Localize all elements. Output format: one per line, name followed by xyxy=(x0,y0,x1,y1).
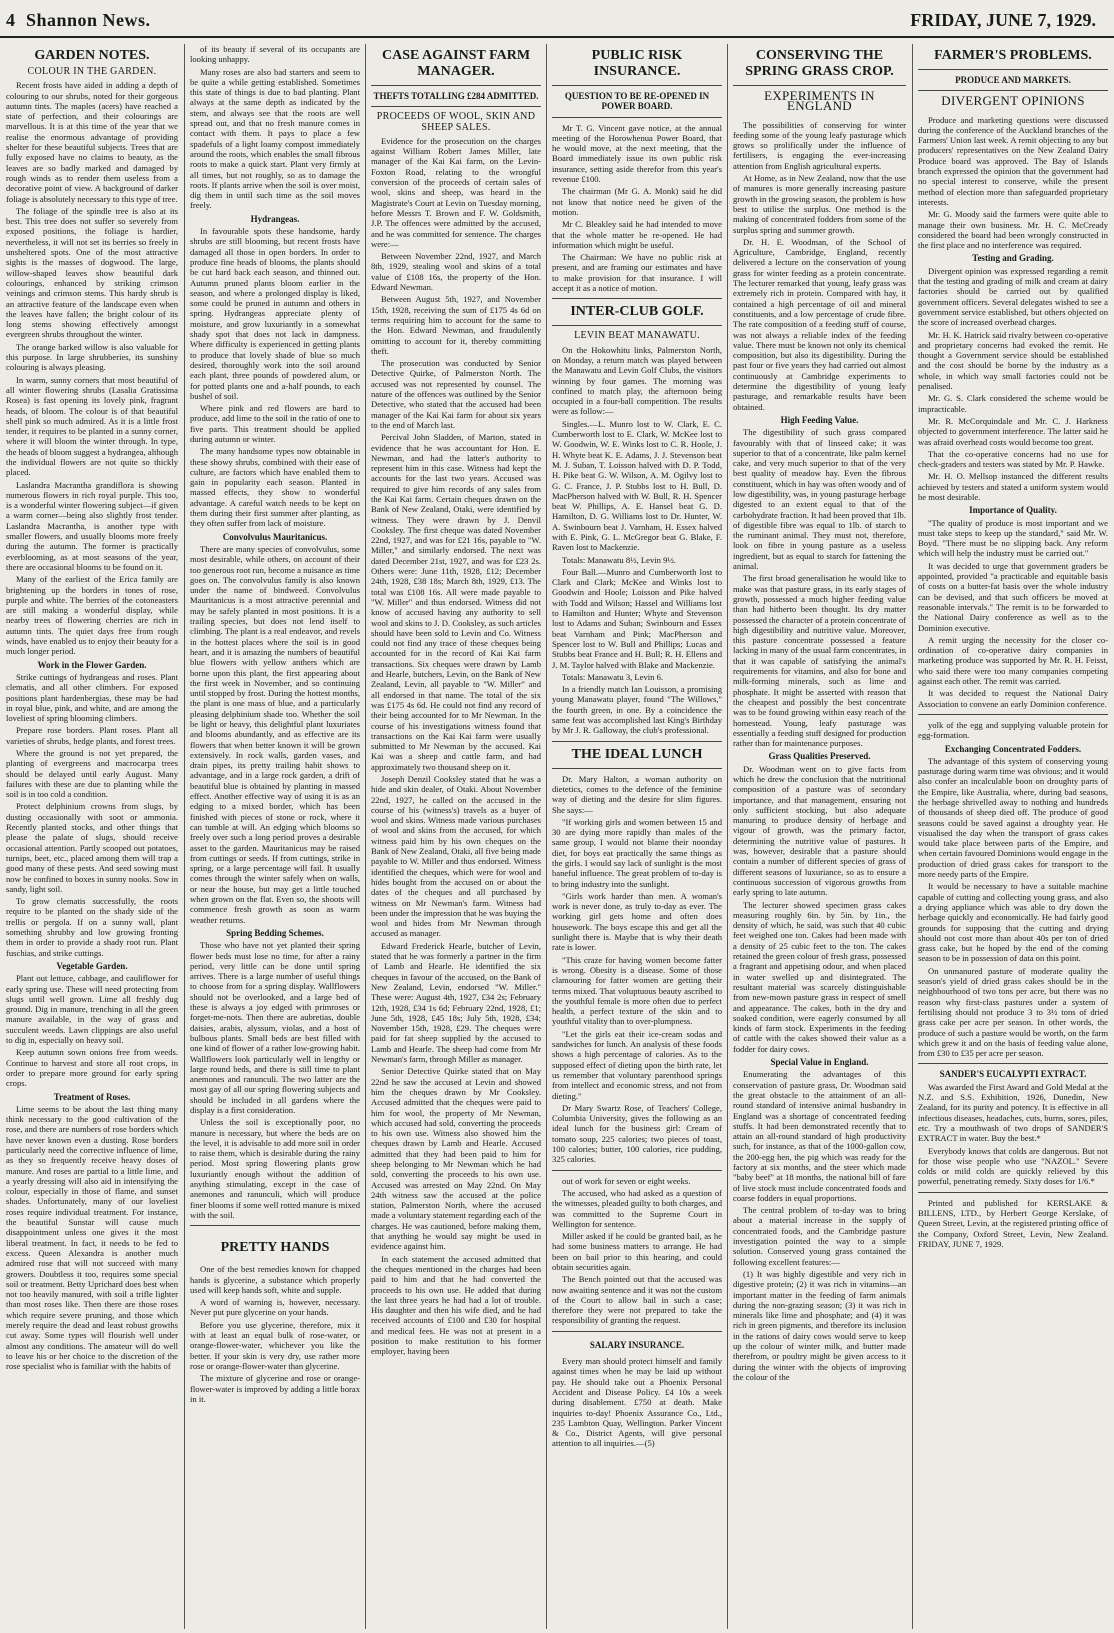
paragraph-group xyxy=(552,345,722,736)
paragraph: A word of warning is, however, necessary. Never put pure glycerine on your hands. xyxy=(190,1297,360,1318)
paragraph: Senior Detective Quirke stated that on May 22nd he saw the accused at Levin and showed him the cheques drawn by Mr Cooksley. Accused admitted that the cheques were paid to him for wool, the property of Mr Newman, which accused had sold, converting the proceeds to his own use. Witness also showed him the cheques drawn by Lamb and Hearle. Accused admitted that they had been paid to him for sheep belonging to Mr Newman which he had sold, converting the proceeds to his own use. Accused was arrested on May 22nd. On May 24th witness saw the accused at the police station, Palmerston North, where the accused made a voluntary statement regarding each of the charges. He was cautioned, before making them, that anything he would say might be used in evidence against him. xyxy=(371,1066,541,1252)
paragraph: The advantage of this system of conserving young pasturage during warm time was obvious; and it would also confer an incalculable boon on droughty parts of the Empire, like Australia, where, during bad seasons, the herbage shrivelled away to nothing and hundreds of thousands of sheep died off. The produce of good seasons could be saved against a droughty year. He visualised the day when the transport of grass cakes would take place between parts of the Empire, and when certain favoured Dominions would engage in the production of dried grass cakes for transport to the more needy parts of the Empire. xyxy=(918,755,1108,880)
divider xyxy=(733,85,906,86)
paragraph: Mr. H. O. Mellsop instanced the different results achieved by testers and stated a uniform system would be most desirable. xyxy=(918,471,1108,502)
imprint: Printed and published for KERSLAKE & BILLENS, LTD., by Herbert George Kerslake, of Queen Street, Levin, at the registered printing office of the Company, Oxford Street, Levin, New Zealand. FRIDAY, JUNE 7, 1929. xyxy=(918,1197,1108,1249)
paragraph: Mr. R. McCorquindale and Mr. C. J. Harkness objected to government interference. The latter said he was afraid overhead costs would become too great. xyxy=(918,415,1108,447)
paragraph: It would be necessary to have a suitable machine capable of cutting and collecting young grass, and also a drying appliance which was able to dry down the herbage quickly and economically. He had fairly good grounds for supposing that the cutting and drying should not cost more than about 40s per ton of dried grass cake, but he hoped by the end of the coming season to be in possession of data on this point. xyxy=(918,881,1108,964)
paragraph: The possibilities of conserving for winter feeding some of the young leafy pasturage which grows so prolifically under the influence of fertilisers, is engaging the ever-increasing attention from English agricultural experts. xyxy=(733,119,906,171)
paragraph: Where the ground is not yet prepared, the planting of evergreens and macrocarpa trees should be delayed until early August. Many failures with these are due to planting while the soil is in too cold a condition. xyxy=(6,748,178,800)
paragraph: There are many species of convolvulus, some most desirable, while others, on account of their too generous root run, become a nuisance as time goes on. The convolvulus family is also known under the name of bindweed. Convolvulus Mauritanicus is a most attractive perennial and may be safely planted in most positions. It is a trailing species, but does not lend itself to climbing. The plant is a real endeavor, and revels in the hottest places where the soil is in good heart, and it is amazing the numbers of beautiful blue flowers with yellow anthers which are borne upon this plant, the first appearing about the first week in November, and so continuing until stopped by frost. During the hottest months, the plant is one mass of blue, and a particularly pleasing delphinium shade too. Whether the soil be light or heavy, this delightful plant luxuriates and blooms abundantly, and as effective are its flowers that when better known it will be grown extensively. In rock walls, garden vases, and drain pipes, its pretty trailing habit shows to advantage, and in a large rock garden, a drift of beautiful blue is obtained by planting in massed effect. Another effective way of using it is as an edging to a mixed border, which has been finished with pieces of stone or rock, where it can tumble at will. An edging which blooms so freely over such a long period proves a desirable asset to the garden. Mauritanicus may be raised from cuttings or seeds. If from cuttings, strike in spring, or a large percentage will fail. It usually comes through the winter safely when on walls, or near the house, but may get a little touched when grown on the flat. Even so, the shoots will commence fresh growth as soon as warm weather returns. xyxy=(190,543,360,925)
paragraph-group xyxy=(918,266,1108,503)
article-title: INTER-CLUB GOLF. xyxy=(570,304,704,320)
paragraph-group xyxy=(190,940,360,1220)
section-heading: Work in the Flower Garden. xyxy=(37,659,147,670)
paragraph-group xyxy=(552,1356,722,1449)
paragraph: One of the best remedies known for chapped hands is glycerine, a substance which properly used will keep hands soft, white and supple. xyxy=(190,1264,360,1295)
paragraph-group xyxy=(733,1069,906,1382)
paragraph: It was decided to urge that government graders be appointed, provided "a practicable and equitable basis of costs on a butter-fat basis over the whole industry can be devised, and that such officers be moved at reasonable intervals." The remit is to be forwarded to the National Dairy conference as well as to the Dominion executive. xyxy=(918,560,1108,633)
column-rule xyxy=(727,44,728,1629)
masthead xyxy=(0,0,1114,38)
article-subhead: QUESTION TO BE RE-OPENED IN POWER BOARD. xyxy=(564,91,710,112)
paragraph: Every man should protect himself and family against times when he may be laid up without pay. He should take out a Phoenix Personal Accident and Disease Policy. £4 10s a week during disablement. £750 at death. Make inquiries to-day! Phoenix Assurance Co., Ltd., 235 Lambton Quay, Wellington. Parker Vincent & Co., District Agents, will give personal attention to all inquiries.—(5) xyxy=(552,1356,722,1449)
paragraph: "Girls work harder than men. A woman's work is never done, as truly to-day as ever. The working girl gets home and often does housework. The boys escape this and get all the sunlight there is. Maybe that is why their death rate is lower. xyxy=(552,890,722,953)
paragraph: The prosecution was conducted by Senior Detective Quirke, of Palmerston North. The accused was not represented by counsel. The nature of the offences was outlined by the Senior Detective, who stated that the accused had been manager of the Kai Kai farm for about six years to the end of March last. xyxy=(371,358,541,430)
paragraph: In a friendly match Ian Louisson, a promising young Manawatu player, found "The Willows," the fourth green, in one. By a coincidence the same feat was accomplished last King's Birthday by Mr J. R. Galloway, the club's professional. xyxy=(552,684,722,736)
divider xyxy=(918,69,1108,70)
paragraph: In each statement the accused admitted that the cheques mentioned in the charges had been paid to him and that he had converted the proceeds to his own use. He added that during the last three years he had had a lot of trouble. His daughter and then his wife died, and he had received accounts of £100 and £30 for hospital and medical fees. He was not at present in a position to make restitution to his former employer, having been xyxy=(371,1253,541,1357)
paragraph: Joseph Denzil Cooksley stated that he was a hide and skin dealer, of Otaki. About November 22nd, 1927, he called on the accused in the course of his (witness's) travels as a buyer of wool and skins. Witness made various purchases of wool and skins from the accused, for which witness paid him by his own cheques on the Bank of New Zealand, Otaki, all five being made payable to W. Miller and thus endorsed. Witness identified the cheques, which were for wool and hides bought from the accused on or about the dates of the cheques and all purchased by witness on Mr Newman's farm. Witness had been under the impression that he was buying the wool and hides from Mr Newman through accused as manager. xyxy=(371,774,541,939)
divider xyxy=(918,90,1108,91)
paragraph-group xyxy=(918,1082,1108,1187)
paragraph: The many handsome types now obtainable in these showy shrubs, combined with their ease of culture, are factors which have enabled them to gain in popularity each season. Planted in massed effects, they show to wonderful advantage. A careful watch needs to be kept on them during their first summer after planting, as they often suffer from lack of moisture. xyxy=(190,446,360,529)
divider xyxy=(552,85,722,86)
column-rule xyxy=(365,44,366,1629)
paragraph: Dr. Mary Halton, a woman authority on dietetics, comes to the defence of the feminine way of dieting and the desire for slim figures. She says:— xyxy=(552,773,722,815)
column-garden-notes xyxy=(6,44,178,1629)
paragraph: Mr C. Bleakley said he had intended to move that the whole matter be re-opened. He had information which might be useful. xyxy=(552,219,722,250)
paragraph: That the co-operative concerns had no use for check-graders and testers was stated by Mr. P. Hawke. xyxy=(918,448,1108,470)
paragraph: Between August 5th, 1927, and November 15th, 1928, receiving the sum of £175 4s 6d on terms requiring him to account for the same to the Hon. Edward Newman, and fraudulently omitting to account for it, thereby committing theft. xyxy=(371,294,541,356)
paragraph: Protect delphinium crowns from slugs, by dusting occasionally with soot or ammonia. Recently planted stocks, and other things that please the palate of slugs, should receive occasional attention. Partly scooped out potatoes, turnips, beet, etc., placed among them will trap a good many of these pests. And seed sowing must now be confined to boxes in sunny nooks. Sow in sandy, light soil. xyxy=(6,801,178,894)
paragraph: Plant out lettuce, cabbage, and cauliflower for early spring use. These will need protecting from slugs until well grown. Lime all freshly dug ground. Dig in manure, trenching in all the green manure available, in the way of grass and succulent weeds. Lawn clippings are also useful to dig in, especially on heavy soil. xyxy=(6,973,178,1046)
paragraph: "The quality of produce is most important and we must take steps to keep up the standard," said Mr. W. Boyd. "There must be no slipping back. Any reform which will help the industry must be carried out." xyxy=(918,517,1108,559)
divider xyxy=(190,1225,360,1226)
paragraph: The digestibility of such grass compared favourably with that of linseed cake; it was superior to that of a concentrate, like palm kernel cake, and very much superior to that of the very best quality of meadow hay. Even the fibrous constituent, which in hay was often woody and of low digestibility, was, in young pasturage herbage digested to an extent equal to that of the carbohydrate fraction. It had been proved that 1lb. of digestible fibre was equal to 1lb. of starch to the ruminant animal. They must not, therefore, look on fibre in young pasture as a useless ingredient, but as equal to starch for fattening the animal. xyxy=(733,427,906,572)
paragraph: Many roses are also bad starters and seem to be quite a while getting established. Sometimes this state of things is due to bad planting. Plant always at the same depth as indicated by the stem, and always see that the roots are well spread out, and that no fresh manure comes in contact with them. It pays to place a few spadefuls of a light loamy compost immediately around the roots, which enables the small fibrous roots to make a quick start. Plant very firmly at all times, but not roughly, so as to damage the roots. If plants arrive when the soil is over moist, dig them in until such time as the soil moves freely. xyxy=(190,66,360,211)
section-heading: Grass Qualities Preserved. xyxy=(768,751,871,762)
section-heading: Hydrangeas. xyxy=(250,213,300,224)
divider xyxy=(552,741,722,742)
paragraph: The accused, who had asked as a question of the witnesses, pleaded guilty to both charges, and was committed to the Supreme Court in Wellington for sentence. xyxy=(552,1187,722,1229)
paragraph: Recent frosts have aided in adding a depth of colouring to our shrubs, noted for their gorgeous autumn tints. The maples (acers) have reached a state of perfection, and their colourings are marvellous. It is at this time of the year that we realise the enormous advantage of providing shelter for these beautiful subjects. Trees that are fully exposed have no claims to beauty, as the leaves are so badly marked and damaged by rough winds as to render them useless from a decorative point of view. A background of darker foliage is absolutely necessary to this type of tree. xyxy=(6,80,178,204)
paragraph: Percival John Sladden, of Marton, stated in evidence that he was accountant for Hon. E. Newman, and had the latter's authority to represent him in this case. Witness had kept the accounts for the last two years. Accused was required to give him records of any sales from the Kai Kai farm. Certain cheques drawn on the Bank of New Zealand, Otaki, were identified by witness. They were drawn by J. Denvil Cooksley. The first cheque was dated November 22nd, 1927, and was for £21 16s, payable to "W. Miller," and similarly endorsed. The next was dated December 21st, 1927, and was for £23 2s. Others were: June 11th, 1928, £12; December 24th, 1928, £38 18s; March 8th, 1929, £13. The total was £108 16s. All were made payable to "W. Miller" and thus endorsed. Witness did not know of accused having any authority to sell wool and skins to J. D. Cooksley, as such articles should have been sold to Levin and Co. Witness could not find any trace of these cheques being accounted for in the record of Kai Kai farm transactions. Six cheques were drawn by Lamb and Hearle, butchers, Levin, on the Bank of New Zealand, Levin, all payable to "W. Miller" and all endorsed in that name. The total of the six was £175 4s 6d. He could not find any record of their being accounted for to Mr Newman. In the course of his investigations witness found that transactions on the Kai Kai farm were usually submitted to Mr Newman by the accused. Kai Kai was a sheep and cattle farm, and had approximately two thousand sheep on it. xyxy=(371,432,541,772)
paragraph-group xyxy=(6,1104,178,1372)
paragraph: Was awarded the First Award and Gold Medal at the N.Z. and S.S. Exhibition, 1926, Dunedin, New Zealand, for its purity and potency. It is effective in all infectious diseases, headaches, cuts, burns, sores, piles, etc. Try a mouthwash of two drops of SANDER'S EXTRACT in water. Buy the best.* xyxy=(918,1081,1108,1144)
paragraph-group xyxy=(733,764,906,1054)
paragraph: Miller asked if he could be granted bail, as he had some business matters to arrange. He had been on bail prior to this hearing, and could obtain securities again. xyxy=(552,1231,722,1272)
paragraph: Mr T. G. Vincent gave notice, at the annual meeting of the Horowhenua Power Board, that he would move, at the next meeting, that the Board immediately issue its own public risk insurance, setting aside therefor from this year's revenue £100. xyxy=(552,122,722,185)
paragraph: Between November 22nd, 1927, and March 8th, 1929, stealing wool and skins of a total value of £108 16s, the property of the Hon. Edward Newman. xyxy=(371,251,541,293)
paragraph: Mr. G. S. Clark considered the scheme would be impracticable. xyxy=(918,393,1108,414)
section-heading: Treatment of Roses. xyxy=(53,1091,131,1102)
paragraph-group xyxy=(371,136,541,1357)
divider xyxy=(371,106,541,107)
article-title: CASE AGAINST FARM MANAGER. xyxy=(381,48,531,79)
paragraph-group xyxy=(190,544,360,925)
divider xyxy=(552,298,722,299)
column-rule xyxy=(184,44,185,1629)
paragraph-group xyxy=(552,774,722,1165)
paragraph: Evidence for the prosecution on the charges against William Robert James Miller, late manager of the Kai Kai farm, on the Levin-Foxton Road, relating to the wrongful conversion of the proceeds of certain sales of wool, skins and sheep, was heard in the Magistrate's Court at Levin on Tuesday morning, before Messrs T. Brown and F. W. Goldsmith, J.P. The offences were admitted by the accused, and he was committed for sentence. The charges were:— xyxy=(371,135,541,249)
divider xyxy=(918,1063,1108,1064)
paragraph-group xyxy=(6,672,178,958)
column-public-risk xyxy=(552,44,722,1629)
paragraph: "Let the girls eat their ice-cream sodas and sandwiches for lunch. An analysis of these foods shows a high percentage of calories. As to the supposed effect of dieting upon the birth rate, let us remember that voluntary parenthood springs from intellect and economic stress, and not from dieting." xyxy=(552,1028,722,1101)
column-farm-manager-case xyxy=(371,44,541,1629)
paragraph: Dr. Woodman went on to give facts from which he drew the conclusion that the nutritional composition of a pasture was of secondary importance, and that management, ensuring not only sufficient stocking, but also adequate manuring to produce density of herbage and vigour of growth, was the primary factor, determining the nutritive value of pastures. It was, however, desirable that a pasture should contain a number of different species of grass of different seasons of luxuriance, so as to ensure a continuous succession of vigorous growths from early spring to late autumn. xyxy=(733,763,906,898)
paragraph: The Chairman: We have no public risk at present, and are framing our estimates and have to make provision for that insurance. I will accept it as a notice of motion. xyxy=(552,252,722,294)
divider xyxy=(552,1170,722,1171)
article-title: CONSERVING THE SPRING GRASS CROP. xyxy=(745,48,894,79)
paragraph-group xyxy=(918,720,1108,741)
section-heading: Vegetable Garden. xyxy=(56,960,128,971)
paragraph-group xyxy=(6,80,178,656)
column-garden-continued xyxy=(190,44,360,1629)
paragraph: Dr. H. E. Woodman, of the School of Agriculture, Cambridge, England, recently delivered a lecture on the conservation of young grass for winter feeding as a protein concentrate. The lecturer remarked that young, leafy grass was extremely rich in protein. Compared with hay, it contained a high percentage of oil and mineral constituents, and a low percentage of crude fibre. The rate composition of a feeding stuff of course, was not always a reliable index of the feeding value. There must be known not only its chemical composition, but also its digestibility. During the past four or five years they had carried out almost continuously at Cambridge experiments to determine the digestibility of young leafy pasturage, and remarkable results have been obtained. xyxy=(733,236,906,412)
divider xyxy=(371,85,541,86)
paragraph: Four Ball.—Munro and Cumberworth lost to Clark and Clark; McKee and Winks lost to Goodwin and Hoole; Loisson and Pike halved with Todd and Wilson; Hassel and Williams lost to Hamilton and Hunter; Whyte and Stevenson lost to Adams and Suban; Swinbourn and Essex beat Varnham and Pink; MacPherson and Spencer lost to W. Bull and Phillips; Lucas and Stubbs beat France and H. Bull; R. H. Ellens and J. M. Taylor halved with Blake and Mackenzie. xyxy=(552,566,722,670)
article-subtitle: COLOUR IN THE GARDEN. xyxy=(27,66,157,77)
paragraph: The orange barked willow is also valuable for this purpose. In large shrubberies, its sunshiny colouring is always pleasing. xyxy=(6,341,178,373)
paragraph: Singles.—L. Munro lost to W. Clark, E. C. Cumberworth lost to E. Clark, W. McKee lost to W. Goodwin, W. E. Winks lost to C. R. Hoole, J. H. Whyte beat K. E. Adams, J. J. Stevenson beat M. J. Suban, T. Loisson halved with D. P. Todd, H. Pike beat G. W. Wilson, A. M. Ogilvy lost to G. C. France, J. P. Stubbs lost to H. Bull, D. MacPherson halved with W. Bull, R. H. Spencer beat W. Phillips, A. E. Hansel beat G. D. Hamilton, D. G. Williams lost to Dr. Hunter, W. A. Swinbourn beat J. Varnham, H. Essex halved with E. Pink, G. L. McGregor beat G. Blake, F. Raven lost to Mackenzie. xyxy=(552,418,722,553)
paragraph: "This craze for having women become fatter is wrong. Obesity is a disease. Some of those clamouring for fatter women are getting their terms mixed. That voluptuous beauty ascribed to the youthful female is more often due to perfect health, a perfect texture of the skin and to youthful vitality than to over-plumpness. xyxy=(552,954,722,1027)
divider xyxy=(552,1331,722,1332)
paragraph: Prepare rose borders. Plant roses. Plant all varieties of shrubs, hedge plants, and forest trees. xyxy=(6,725,178,746)
section-heading: High Feeding Value. xyxy=(780,414,859,425)
paragraph: The lecturer showed specimen grass cakes measuring roughly 6in. by 5in. by 1in., the density of which, he said, was such that 40 cubic feet weighed one ton. Cakes had been made with a density of 25 cubic feet to the ton. The cakes retained the green colour of fresh grass, possessed a fragrant and appetising odour, and when placed in water swelled up and disintegrated. The resultant material was scarcely distinguishable from new-mown pasture grass in respect of smell and appearance. The cakes, both in the dry and soaked condition, were eagerly consumed by all kinds of farm stock. Experiments in the feeding of cattle with the cakes showed their value as a fodder for dairy cows. xyxy=(733,899,906,1054)
paragraph: Those who have not yet planted their spring flower beds must lose no time, for after a rainy period, very little can be done until spring arrives. There is a large number of useful things to choose from for a spring display. Wallflowers should not be overlooked, and a large bed of these is always a joy edged with primroses or forget-me-nots. Then there are aubretias, double daisies, arabis, alyssum, violas, and a host of bulbous plants. Small beds are best filled with one kind of flower of a rather low-growing habit. Wallflowers look particularly well in lengthy or large round beds, and there is still time to plant anemones and ranunculi. The two latter are the most gay of all our spring flowering subjects and should be included in all gardens where the display is a first consideration. xyxy=(190,940,360,1115)
article-title: GARDEN NOTES. xyxy=(34,48,150,63)
paragraph: Dr Mary Swartz Rose, of Teachers' College, Columbia University, gives the following as an ideal lunch for the business girl: Cream of tomato soup, 225 calories; two pieces of toast, 100 calories; butter, 100 calories, rice pudding, 325 calories. xyxy=(552,1102,722,1165)
article-subhead: EXPERIMENTS IN ENGLAND xyxy=(764,88,875,114)
paragraph: Totals: Manawatu 3, Levin 6. xyxy=(562,671,664,682)
paragraph: In warm, sunny corners that most beautiful of all winter flowering shrubs (Lasalia Gratissima Rosea) is fast opening its lovely pink, fragrant heads, of bloom. The colour is of that beautiful shell pink so much admired. As it is a little frost tender, it requires to be planted in a sunny corner, where it will bloom the winter through. In type, the heads of bloom suggest a hydrangea, although the individual flowers are not quite so thickly placed. xyxy=(6,374,178,478)
paragraph: out of work for seven or eight weeks. xyxy=(562,1175,691,1186)
section-heading: Spring Bedding Schemes. xyxy=(226,927,324,938)
paragraph: Unless the soil is exceptionally poor, no manure is necessary, but where the beds are on the level, it is advisable to add more soil in order to raise them, which is desirable during the rainy period. Most spring flowering plants grow luxuriantly enough without the addition of anything stimulating, except in the case of anemones and ranunculi, which will produce finer blooms if some well rotted manure is mixed with the soil. xyxy=(190,1117,360,1220)
paragraph: Mr. H. K. Hatrick said rivalry between co-operative and proprietary concerns had evoked the remit. He thought a Government service should be established and the cost should be borne by the industry as a whole, in which way small factories could not be penalised. xyxy=(918,329,1108,392)
paragraph: Enumerating the advantages of this conservation of pasture grass, Dr. Woodman said the great obstacle to the attainment of an all-round standard of intensive animal husbandry in England was a shortage of concentrated feeding stuffs. It had been demonstrated recently that to attain an all-round standard of high productivity such, for instance, as that of the 1000-gallon cow, the 200-egg hen, the pig which was ready for the factory at six months, and the steer which made "baby beef" at 18 months, the national bill of fare of live stock must include concentrated foods and coarse fodders in equal proportions. xyxy=(733,1069,906,1203)
paragraph: Divergent opinion was expressed regarding a remit that the testing and grading of milk and cream at dairy factories should be carried out by qualified government officers. Several delegates wished to see a government service established, but others objected on the score of increased overhead charges. xyxy=(918,265,1108,328)
section-heading: Special Value in England. xyxy=(770,1057,869,1068)
paragraph-group xyxy=(918,115,1108,251)
advert-title: SANDER'S EUCALYPTI EXTRACT. xyxy=(939,1069,1087,1080)
paper-name: Shannon News. xyxy=(26,10,151,30)
paragraph: At Home, as in New Zealand, now that the use of manures is more generally increasing pasture growth in the growing season, the problem is how best to utilise the surplus. One method is the making of concentrated fodders from some of the surplus spring and summer growth. xyxy=(733,173,906,235)
paragraph: Where pink and red flowers are hard to produce, add lime to the soil in the ratio of one to five parts. This treatment should be applied during autumn or winter. xyxy=(190,403,360,444)
paragraph: Many of the earliest of the Erica family are brightening up the borders in tones of rose, purple and white. The berries of the cotoneasters are still making a wonderful display, while nearby trees of flowering cherries are rich in autumn tints. The quiet days free from rough winds, have enabled us to enjoy their beauty for a much longer period. xyxy=(6,574,178,657)
paragraph: Produce and marketing questions were discussed during the conference of the Auckland branches of the Farmers' Union last week. A remit objecting to any but producers' representatives on the New Zealand Dairy Produce board was approved. The Bay of Islands branch expressed the opinion that the government had no special interest to conserve, while the present method of election more than safeguarded proprietary interests. xyxy=(918,114,1108,207)
section-heading: Convolvulus Mauritanicus. xyxy=(222,531,328,542)
paragraph: "If working girls and women between 15 and 30 are dying more rapidly than males of the same group, I would not blame their noonday diet, for boys eat practically the same things as the girls. I would say lack of sunlight is the most baneful influence. The great problem of to-day is to bring industry into the sunlight. xyxy=(552,816,722,889)
advert-title: SALARY INSURANCE. xyxy=(589,1339,685,1350)
paragraph: In favourable spots these handsome, hardy shrubs are still blooming, but recent frosts have damaged all those in open borders. In order to produce fine heads of blooms, the plants should be cut hard back each season, and thinned out. Autumn pruned plants bloom earlier in the season, and where a prolonged display is liked, some could be pruned in autumn and others in spring. Hydrangeas appreciate plenty of moisture, and grow luxuriantly in a somewhat shady spot that does not lack in dampness. Where difficulty is experienced in getting plants to produce that lovely shade of blue so much desired, thoroughly work into the soil around each plant, three pounds of powdered alum, or for potted plants one and a-half pounds, to each bushel of soil. xyxy=(190,226,360,401)
divider xyxy=(552,768,722,769)
paragraph: The chairman (Mr G. A. Monk) said he did not know that notice need be given of the motion. xyxy=(552,186,722,217)
paragraph-group xyxy=(918,518,1108,709)
divider xyxy=(552,325,722,326)
article-subhead: PROCEEDS OF WOOL, SKIN AND SHEEP SALES. xyxy=(376,111,536,133)
paragraph: The mixture of glycerine and rose or orange-flower-water is improved by adding a little borax in it. xyxy=(190,1373,360,1404)
paragraph: of its beauty if several of its occupants are looking unhappy. xyxy=(190,44,360,65)
article-subhead: LEVIN BEAT MANAWATU. xyxy=(574,330,700,342)
article-subhead: DIVERGENT OPINIONS xyxy=(941,93,1085,109)
paragraph: Keep autumn sown onions free from weeds. Continue to harvest and store all root crops, in order to prepare more ground for early spring crops. xyxy=(6,1047,178,1089)
section-heading: Exchanging Concentrated Fodders. xyxy=(944,743,1082,754)
paragraph-group xyxy=(733,427,906,748)
column-rule xyxy=(912,44,913,1629)
paragraph: The foliage of the spindle tree is also at its best. This tree does not suffer so severely from exposed positions, the foliage is hardier, nevertheless, it will not set its berries so freely in unsheltered spots. One of the most attractive sights is the masses of dogwood. The large, willow-shaped leaves show beautiful dark colourings, enhanced by striking crimson veinings and crimson stems. This hardy shrub is an attractive feature of the landscape even when the leaves have fallen; the bright colour of its long stems showing effectively amongst evergreen shrubs throughout the winter. xyxy=(6,205,178,340)
paragraph: It was decided to request the National Dairy Association to convene an early Dominion conference. xyxy=(918,688,1108,709)
paragraph: Edward Frederick Hearle, butcher of Levin, stated that he was formerly a partner in the firm of Lamb and Hearle. He identified the six cheques in favour of the accused, on the Bank of New Zealand, Levin, endorsed "W. Miller." These were: August 4th, 1927, £34 2s; February 12th, 1928, £34 1s 6d; February 22nd, 1928, £1; June 5th, 1928, £45 18s; July 5th, 1928, £34; November 15th, 1928, £29. The cheques were paid for fat sheep supplied by the accused to Lamb and Hearle. The sheep had come from Mr Newman's farm, through Miller as manager. xyxy=(371,940,541,1065)
article-subhead: THEFTS TOTALLING £284 ADMITTED. xyxy=(373,91,539,101)
paragraph: On unmanured pasture of moderate quality the season's yield of dried grass cakes should be in the neighbourhood of two tons per acre, but there was no reason why first-class pastures under a system of fertilising should not produce 3 to 3½ tons of dried grass cake per acre per season. In other words, the produce of such a pasture would be worth, on the farm which grew it and on the basis of feeding value alone, from £30 to £35 per acre per season. xyxy=(918,965,1108,1059)
section-heading: Testing and Grading. xyxy=(972,253,1054,264)
page-number: 4 xyxy=(6,10,15,30)
column-rule xyxy=(546,44,547,1629)
paragraph: Totals: Manawatu 8½, Levin 9½. xyxy=(562,554,676,565)
article-title: PUBLIC RISK INSURANCE. xyxy=(591,48,683,79)
paragraph: The central problem of to-day was to bring about a material increase in the supply of concentrated foods, and the Cambridge pasture investigation pointed the way to a simple solution. Conserved young grass contained the following excellent features:— xyxy=(733,1205,906,1267)
paragraph: (1) It was highly digestible and very rich in digestive protein; (2) it was rich in vitamins—an important matter in the feeding of farm animals during the non-grazing season; (3) it was rich in minerals like lime and phosphate; and (4) it was rich in green pigments, and therefore its inclusion in the rations of dairy cows would serve to keep up the colour of winter milk, and butter made therefrom, or poultry might be given access to it during the winter with the objects of improving the colour of the xyxy=(733,1268,906,1382)
paragraph-group xyxy=(552,123,722,294)
paragraph: The Bench pointed out that the accused was now awaiting sentence and it was not the custom of the Court to allow bail in such a case; therefore they were not prepared to take the responsibility of granting the request. xyxy=(552,1274,722,1326)
paragraph: Everybody knows that colds are dangerous. But not for those wise people who use "NAZOL." Severe colds or mild colds are quickly relieved by this powerful, penetrating remedy. Sixty doses for 1/6.* xyxy=(918,1145,1108,1187)
section-heading: Importance of Quality. xyxy=(969,505,1057,516)
paragraph: yolk of the egg and supplying valuable protein for egg-formation. xyxy=(918,719,1108,741)
paragraph: On the Hokowhitu links, Palmerston North, on Monday, a return match was played between the Manawatu and Levin Golf Clubs, the visitors winning by four games. The morning was confined to match play, the afternoon being occupied in a four-ball competition. The results were as follow:— xyxy=(552,344,722,417)
column-farmers-problems xyxy=(918,44,1108,1629)
divider xyxy=(552,117,722,118)
paragraph-group xyxy=(918,756,1108,1059)
paragraph-group xyxy=(6,973,178,1088)
divider xyxy=(918,1192,1108,1193)
paragraph-group xyxy=(733,120,906,412)
paragraph-group xyxy=(190,44,360,211)
paragraph: The first broad generalisation he would like to make was that pasture grass, in its early stages of growth, possessed a much higher feeding value than had hitherto been thought. Its dry matter possessed the character of a protein concentrate of high digestibility and nutritive value. Moreover, this pasture concentrate possessed a feature lacking in many of the usual farm concentrates, in that it was capable of satisfying the animal's requirements for vitamins, and also for bone and milk-forming minerals, such as lime and phosphate. It might be asserted with reason that the cheapest and possibly the best concentrate was to be found growing within easy reach of the homestead. Young, leafy pasturage was essentially a feeding stuff designed for production rather than for maintenance purposes. xyxy=(733,573,906,749)
paragraph-group xyxy=(552,1176,722,1326)
paragraph: Strike cuttings of hydrangeas and roses. Plant clematis, and all other climbers. For exposed positions plant hardenbergias, these may be had in royal blue, pink, and white, and are among the loveliest of spring blooming climbers. xyxy=(6,671,178,724)
paragraph-group xyxy=(190,226,360,529)
paragraph: To grow clematis successfully, the roots require to be planted on the shady side of the trellis or pergola. If on a sunny wall, plant something shrubby and low growing fronting them in order to provide a shady root run. Plant fuschias, and strike cuttings. xyxy=(6,896,178,958)
article-subhead: PRODUCE AND MARKETS. xyxy=(955,75,1071,85)
paragraph: Before you use glycerine, therefore, mix it with at least an equal bulk of rose-water, or orange-flower-water, whichever you like the better. If your skin is very dry, use rather more rose or orange-flower-water than glycerine. xyxy=(190,1319,360,1371)
paragraph-group xyxy=(190,1264,360,1404)
paragraph: Lime seems to be about the last thing many think necessary to the good cultivation of the rose, and there are numbers of rose borders which have never known even a dusting. Rose borders particularly need the corrective influence of lime, as they so frequently receive heavy doses of manure. And roses are partial to a little lime, and a yearly dressing will also aid in intensifying the colour, especially in those of flame, and sunset shades. Unfortunately, many of our loveliest roses require individual treatment. For instance, the beautiful Sunstar will cause much disappointment unless one gives it the most liberal treatment. In fact, it needs to be fed to excess. Queen Alexandra is another much admired rose that will not succeed with many growers. Doubtless it too, requires some special soil or treatment. Betty Uprichard does best when not too heavily manured, with soil a trifle lighter than most roses like. Then there are those roses which require severe pruning, and those which merely require the dead and least robust growths cut away. Some types will flourish well under almost any conditions. The amateur will do well to leave his or her choice to the discretion of the rose specialist who is familiar with the habits of xyxy=(6,1103,178,1372)
article-title: PRETTY HANDS xyxy=(220,1240,330,1256)
paragraph: Laslandra Macrantha grandiflora is showing numerous flowers in rich royal purple. This too, is a wonderful winter flowering subject—if given a warm corner—being also slightly frost tender. Laslandra Macrantha, is another type with smaller flowers, and usually blooms more freely during the autumn. The former is practically everblooming, as at most seasons of the year, there are occasional blooms to be found on it. xyxy=(6,479,178,572)
article-title: THE IDEAL LUNCH xyxy=(571,746,703,762)
paragraph: A remit urging the necessity for the closer co-ordination of co-operative dairy companies in marketing produce was supported by Mr. R. H. Feisst, who said there were too many companies competing against each other. The remit was carried. xyxy=(918,634,1108,687)
article-title: FARMER'S PROBLEMS. xyxy=(934,48,1092,63)
issue-date: FRIDAY, JUNE 7, 1929. xyxy=(910,10,1096,30)
paragraph: Mr. G. Moody said the farmers were quite able to manage their own business. Mr. H. C. McCready considered the board had been wrongly constructed in the first place and no interference was required. xyxy=(918,209,1108,251)
column-spring-grass xyxy=(733,44,906,1629)
divider xyxy=(918,714,1108,715)
